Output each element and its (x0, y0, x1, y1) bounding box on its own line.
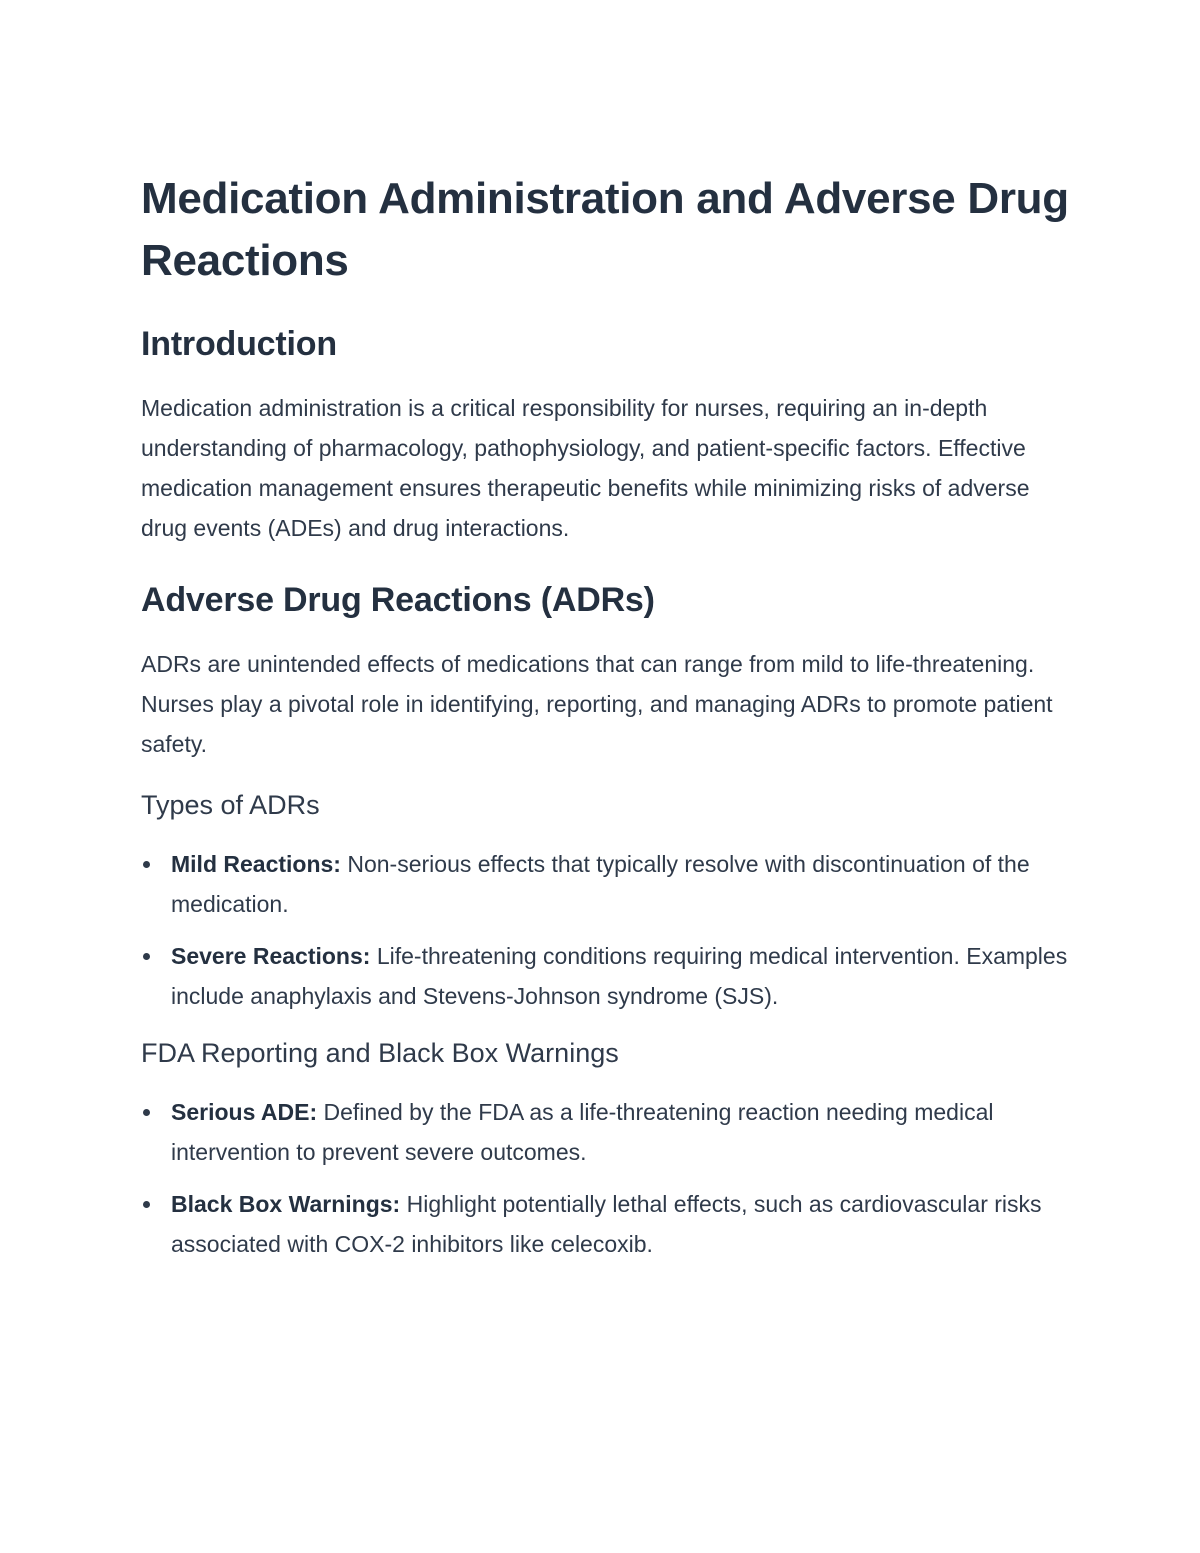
list-item-term: Black Box Warnings: (171, 1191, 401, 1217)
subsection-heading-types-of-adrs: Types of ADRs (141, 790, 320, 820)
document-content (141, 168, 1071, 1264)
introduction-paragraph: Medication administration is a critical responsibility for nurses, requiring an in-depth understanding of pharmacology, pathophysiology, and patient-specific factors. Effective medication management ensures therapeutic benefits while minimizing risks of adverse drug events (ADEs) and drug interactions. (141, 395, 1030, 541)
bullet-icon (143, 953, 150, 960)
list-item-term: Serious ADE: (171, 1099, 318, 1125)
list-item-text: Non-serious effects that typically resolve with discontinuation of the medication. (171, 851, 1030, 917)
bullet-icon (143, 861, 150, 868)
section-heading-introduction: Introduction (141, 325, 337, 363)
section-heading-adverse-drug-reactions: Adverse Drug Reactions (ADRs) (141, 581, 655, 619)
fda-reporting-list (141, 1092, 1071, 1264)
list-item (141, 936, 1071, 1016)
types-of-adrs-list (141, 844, 1071, 1016)
list-item-term: Severe Reactions: (171, 943, 371, 969)
subsection-heading-fda-reporting: FDA Reporting and Black Box Warnings (141, 1038, 619, 1068)
list-item (141, 1184, 1071, 1264)
list-item-term: Mild Reactions: (171, 851, 341, 877)
list-item-text: Defined by the FDA as a life-threatening reaction needing medical intervention to prevent severe outcomes. (171, 1099, 994, 1165)
list-item (141, 844, 1071, 924)
bullet-icon (143, 1109, 150, 1116)
document-title: Medication Administration and Adverse Drug Reactions (141, 174, 1069, 285)
list-item-text: Life-threatening conditions requiring medical intervention. Examples include anaphylaxis and Stevens-Johnson syndrome (SJS). (171, 943, 1068, 1009)
list-item-text: Highlight potentially lethal effects, such as cardiovascular risks associated with COX-2 inhibitors like celecoxib. (171, 1191, 1042, 1257)
adverse-drug-reactions-paragraph: ADRs are unintended effects of medications that can range from mild to life-threatening. Nurses play a pivotal role in identifying, reporting, and managing ADRs to promote patient safety. (141, 651, 1053, 757)
bullet-icon (143, 1201, 150, 1208)
list-item (141, 1092, 1071, 1172)
